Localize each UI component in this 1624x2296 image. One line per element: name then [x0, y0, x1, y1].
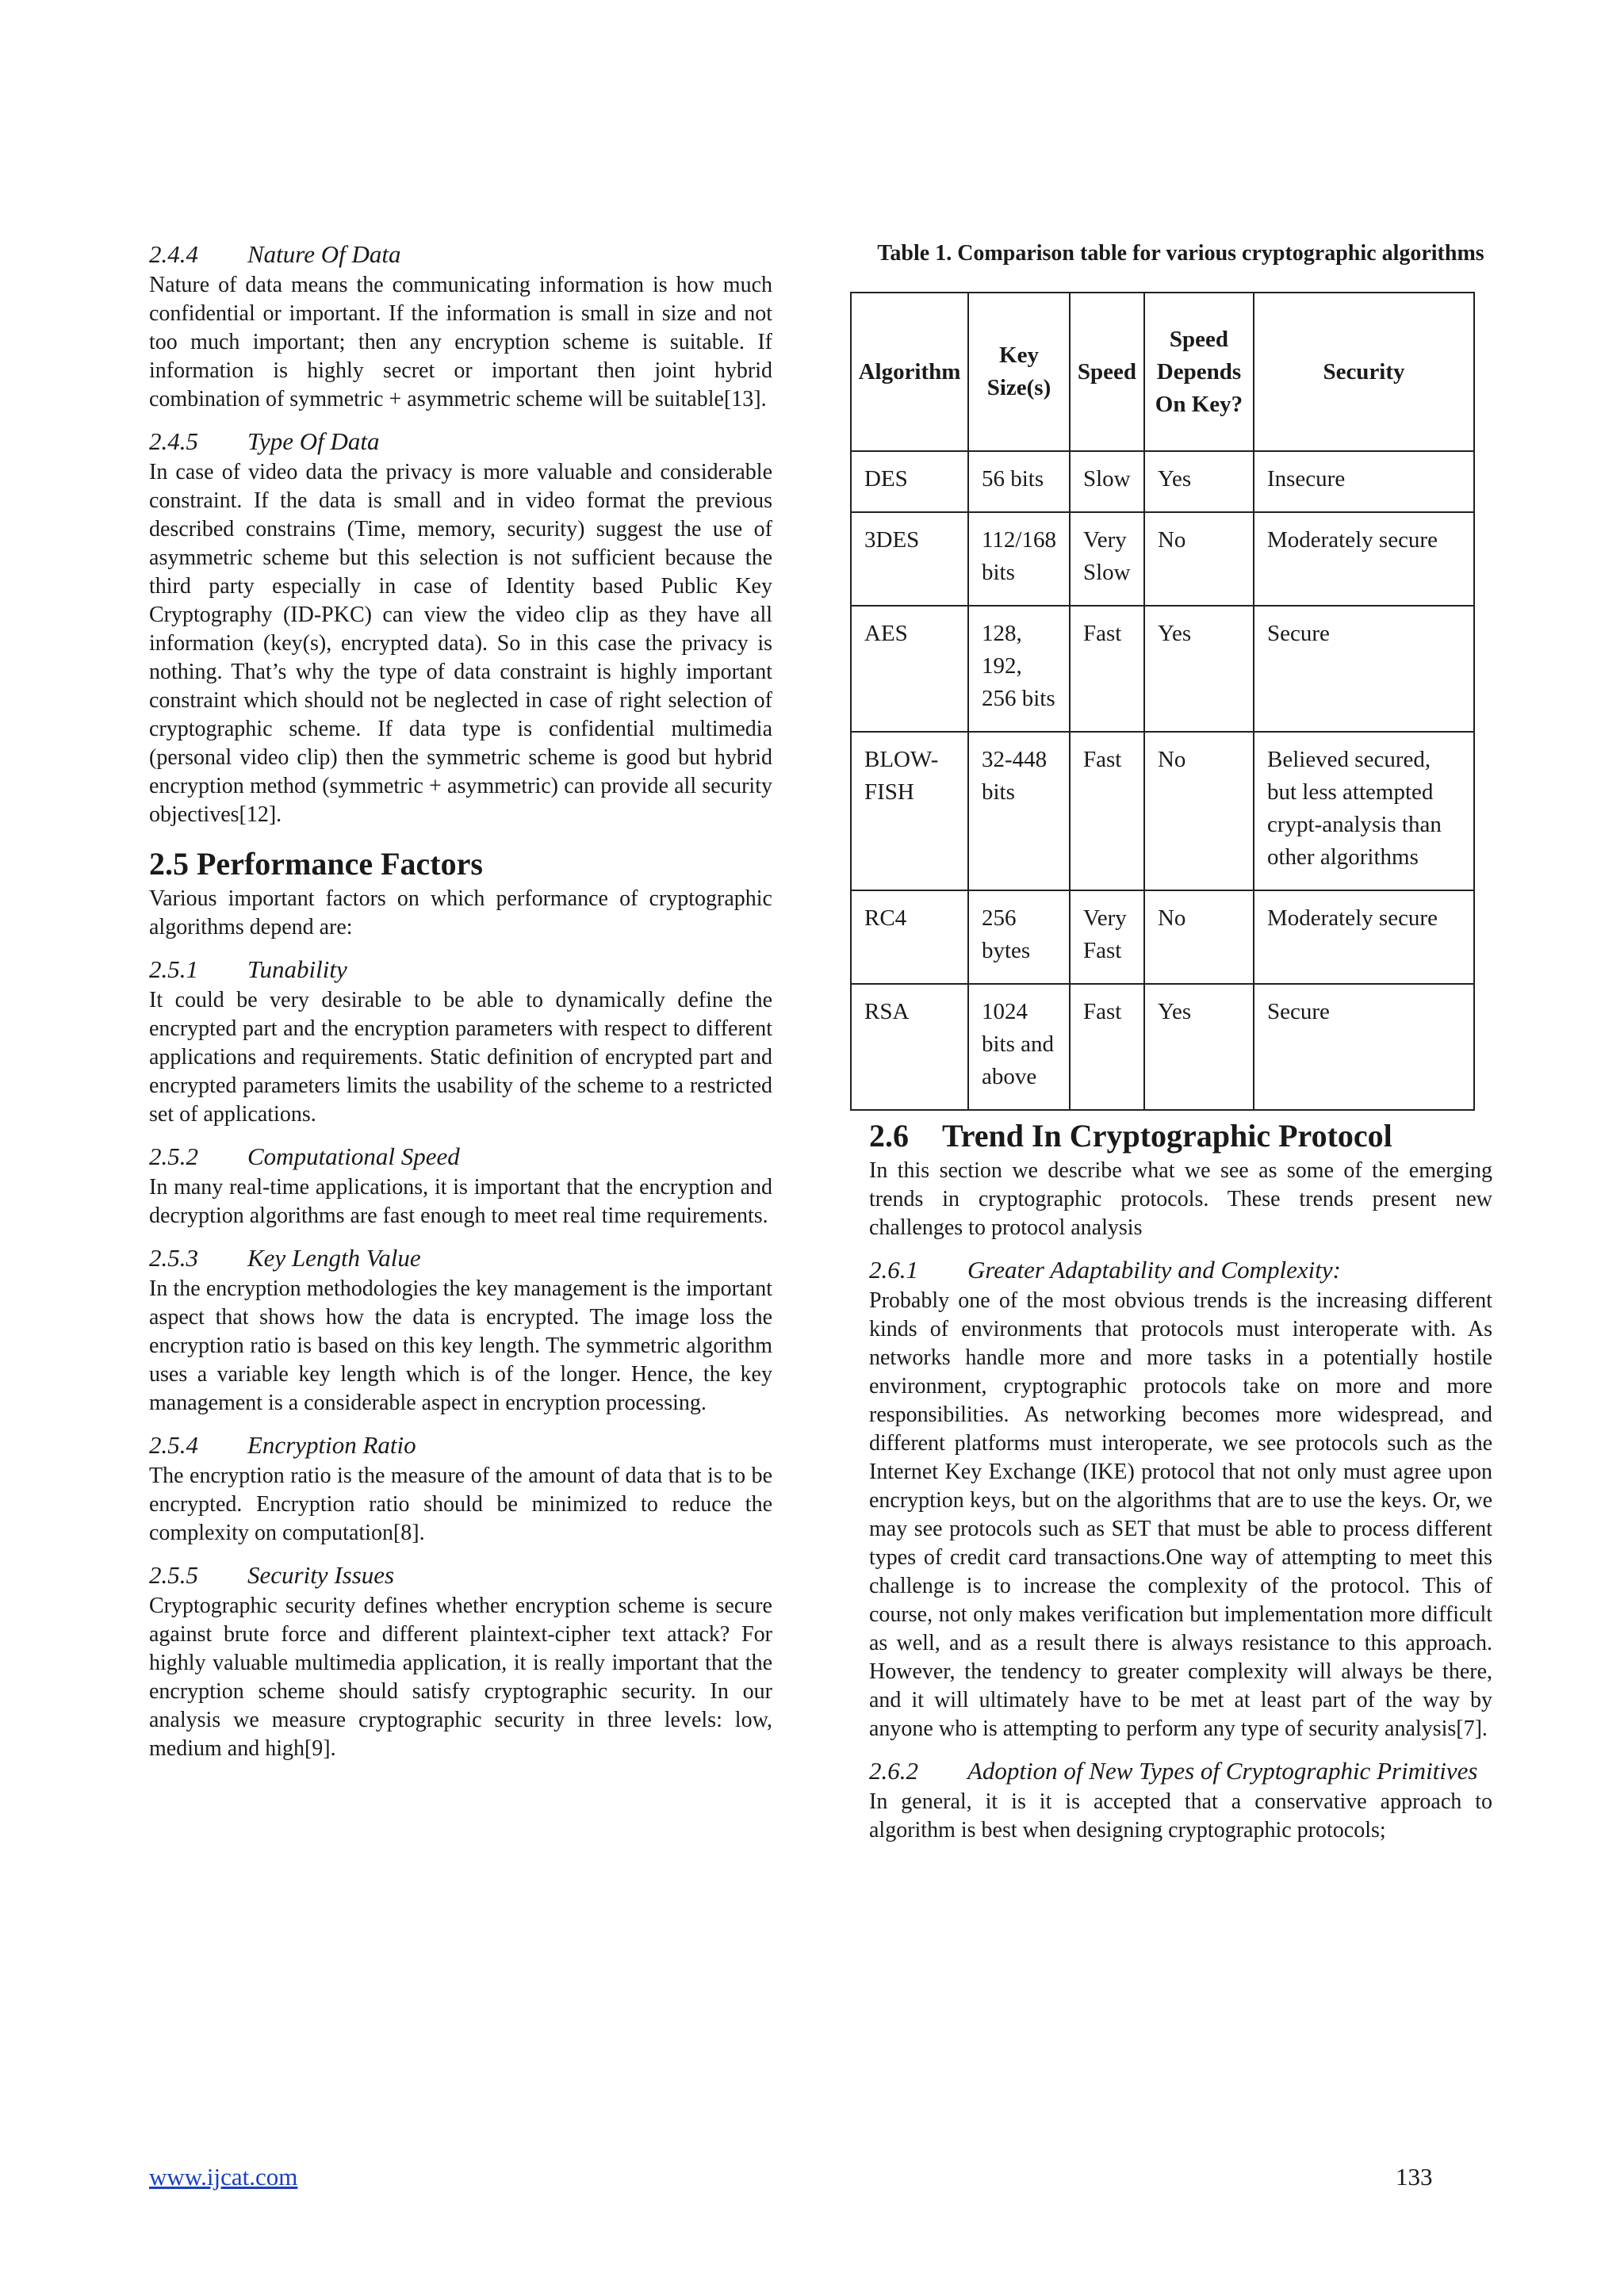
- section-heading: 2.4.5 Type Of Data: [149, 427, 380, 455]
- section-heading: 2.5.2 Computational Speed: [149, 1142, 460, 1170]
- table-cell: RC4: [851, 890, 968, 984]
- table-cell: Very Fast: [1070, 890, 1144, 984]
- section-heading: 2.5.5 Security Issues: [149, 1561, 395, 1589]
- table-cell: Yes: [1144, 984, 1254, 1110]
- section-body: Various important factors on which performance of cryptographic algorithms depend are:: [149, 886, 772, 939]
- table-row: [851, 890, 1474, 984]
- table-cell: No: [1144, 512, 1254, 606]
- table-header-cell: Security: [1254, 293, 1474, 451]
- section-body: In case of video data the privacy is more valuable and considerable constraint. If the data is small and in video format the previous described constrains (Time, memory, security) suggest the use of asymmetric scheme but this selection is not sufficient because the third party especially in case of Identity based Public Key Cryptography (ID-PKC) can view the video clip as they have all information (key(s), encrypted data). So in this case the privacy is nothing. That’s why the type of data constraint is highly important constraint which should not be neglected in case of right selection of cryptographic scheme. If data type is confidential multimedia (personal video clip) then the symmetric scheme is good but hybrid encryption method (symmetric + asymmetric) can provide all security objectives[12].: [149, 460, 772, 827]
- table-cell: Yes: [1144, 451, 1254, 512]
- table-cell: 32-448 bits: [968, 732, 1070, 890]
- table-row: [851, 732, 1474, 890]
- left-column: [149, 239, 772, 1776]
- table-header-row: [851, 293, 1474, 451]
- table-header-cell: Speed: [1070, 293, 1144, 451]
- table-header-cell: Key Size(s): [968, 293, 1070, 451]
- footer-website-link[interactable]: www.ijcat.com: [149, 2163, 298, 2191]
- page-number: 133: [1396, 2163, 1433, 2191]
- section-heading: 2.6.1 Greater Adaptability and Complexity:: [869, 1256, 1341, 1284]
- table-row: [851, 606, 1474, 732]
- section-body: In many real-time applications, it is important that the encryption and decryption algorithms are fast enough to meet real time requirements.: [149, 1175, 772, 1228]
- section-body: It could be very desirable to be able to dynamically define the encrypted part and the encryption parameters with respect to different applications and requirements. Static definition of encrypted part and encrypted parameters limits the usability of the scheme to a restricted set of applications.: [149, 988, 772, 1127]
- table-cell: AES: [851, 606, 968, 732]
- table-cell: Yes: [1144, 606, 1254, 732]
- section-body: In this section we describe what we see as some of the emerging trends in cryptographic protocols. These trends present new challenges to protocol analysis: [869, 1158, 1492, 1240]
- section-body: Nature of data means the communicating information is how much confidential or important. If the information is small in size and not too much important; then any encryption scheme is suitable. If information is highly secret or important then joint hybrid combination of symmetric + asymmetric scheme will be suitable[13].: [149, 273, 772, 411]
- table-row: [851, 512, 1474, 606]
- table-cell: 128, 192, 256 bits: [968, 606, 1070, 732]
- table-cell: 1024 bits and above: [968, 984, 1070, 1110]
- table-cell: Moderately secure: [1254, 512, 1474, 606]
- table-cell: Fast: [1070, 732, 1144, 890]
- section-heading: 2.4.4 Nature Of Data: [149, 240, 401, 268]
- section-heading: 2.5.1 Tunability: [149, 955, 347, 983]
- table-cell: No: [1144, 732, 1254, 890]
- table-header-cell: Speed Depends On Key?: [1144, 293, 1254, 451]
- table-row: [851, 451, 1474, 512]
- table-header-cell: Algorithm: [851, 293, 968, 451]
- section-heading-major: 2.6 Trend In Cryptographic Protocol: [869, 1118, 1392, 1154]
- section-body: Probably one of the most obvious trends is the increasing different kinds of environments that protocols must interoperate with. As networks handle more and more tasks in a potentially hostile environment, cryptographic protocols take on more and more responsibilities. As networking becomes more widespread, and different platforms must interoperate, we see protocols such as the Internet Key Exchange (IKE) protocol that not only must agree upon encryption keys, but on the algorithms that are to use the keys. Or, we may see protocols such as SET that must be able to process different types of credit card transactions.One way of attempting to meet this challenge is to increase the complexity of the protocol. This of course, not only makes verification but implementation more difficult as well, and as a result there is always resistance to this approach. However, the tendency to greater complexity will always be there, and it will ultimately have to be met at least part of the way by anyone who is attempting to perform any type of security analysis[7].: [869, 1288, 1492, 1741]
- section-body: Cryptographic security defines whether encryption scheme is secure against brute force and different plaintext-cipher text attack? For highly valuable multimedia application, it is really important that the encryption scheme should satisfy cryptographic security. In our analysis we measure cryptographic security in three levels: low, medium and high[9].: [149, 1594, 772, 1761]
- table-cell: Secure: [1254, 984, 1474, 1110]
- section-body: In the encryption methodologies the key management is the important aspect that shows how the data is encrypted. The image loss the encryption ratio is based on this key length. The symmetric algorithm uses a variable key length which is of the longer. Hence, the key management is a considerable aspect in encryption processing.: [149, 1276, 772, 1415]
- table-cell: Secure: [1254, 606, 1474, 732]
- table-cell: RSA: [851, 984, 968, 1110]
- table-cell: Insecure: [1254, 451, 1474, 512]
- section-heading: 2.6.2 Adoption of New Types of Cryptographic Primitives: [869, 1757, 1478, 1785]
- table-caption: Table 1. Comparison table for various cryptographic algorithms: [877, 241, 1484, 266]
- table-cell: Fast: [1070, 606, 1144, 732]
- section-heading: 2.5.3 Key Length Value: [149, 1244, 421, 1272]
- table-cell: DES: [851, 451, 968, 512]
- table-cell: 3DES: [851, 512, 968, 606]
- comparison-table: [850, 292, 1475, 1111]
- table-cell: Fast: [1070, 984, 1144, 1110]
- section-heading: 2.5.4 Encryption Ratio: [149, 1431, 416, 1459]
- table-row: [851, 984, 1474, 1110]
- table-cell: 112/168 bits: [968, 512, 1070, 606]
- table-cell: Very Slow: [1070, 512, 1144, 606]
- section-body: The encryption ratio is the measure of the amount of data that is to be encrypted. Encryption ratio should be minimized to reduce the complexity on computation[8].: [149, 1464, 772, 1545]
- table-cell: 56 bits: [968, 451, 1070, 512]
- table-cell: Believed secured, but less attempted crypt-analysis than other algorithms: [1254, 732, 1474, 890]
- section-heading-major: 2.5 Performance Factors: [149, 846, 483, 882]
- table-cell: BLOW-FISH: [851, 732, 968, 890]
- table-cell: 256 bytes: [968, 890, 1070, 984]
- table-cell: No: [1144, 890, 1254, 984]
- table-cell: Moderately secure: [1254, 890, 1474, 984]
- table-cell: Slow: [1070, 451, 1144, 512]
- section-body: In general, it is it is accepted that a conservative approach to algorithm is best when designing cryptographic protocols;: [869, 1789, 1492, 1843]
- right-column: [858, 239, 1492, 1858]
